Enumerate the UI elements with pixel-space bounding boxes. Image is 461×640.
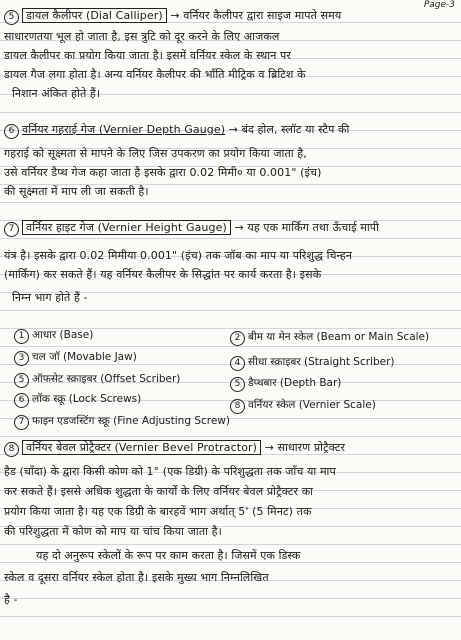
- bevel-line-3: प्रयोग किया जाता है। यह एक डिग्री के बारहवें भाग अर्थात् 5' (5 मिनट) तक: [4, 505, 312, 518]
- bevel-line-7: है -: [4, 593, 18, 606]
- depth-line-3: की सूक्ष्मता में माप ली जा सकती है।: [4, 185, 149, 198]
- bevel-line-5: यह दो अनुरूप स्केलों के रूप पर काम करता है। जिसमें एक डिस्क: [36, 549, 301, 562]
- height-line-2: (मार्किंग) कर सकते हैं। यह वर्नियर कैलीपर के सिद्धांत पर कार्य करता है। इसके: [4, 268, 322, 281]
- bevel-line-4: की परिशुद्धता में कोण को माप या चांच किया जाता है।: [4, 525, 222, 538]
- dial-arrow-text: → वर्नियर कैलीपर द्वारा साइज मापते समय: [170, 9, 342, 22]
- height-title: वर्नियर हाइट गेज (Vernier Height Gauge): [22, 220, 231, 235]
- depth-arrow-text: → बंद होल, स्लॉट या स्टैप की: [228, 123, 350, 136]
- bevel-heading: [4, 440, 457, 457]
- page-number: Page-3: [423, 0, 455, 10]
- part-item: 4 सीधा स्क्राइबर (Straight Scriber): [230, 355, 395, 371]
- dial-line-1: साधारणतया भूल हो जाता है, इस त्रुटि को दूर करने के लिए आजकल: [4, 30, 280, 43]
- height-line-3: निम्न भाग होते हैं -: [12, 291, 88, 304]
- bevel-line-2: कर सकते हैं। इससे अधिक शुद्धता के कार्यों के लिए वर्नियर बेवल प्रोट्रैक्टर का: [4, 485, 314, 498]
- bevel-arrow-text: → साधारण प्रोट्रैक्टर: [264, 441, 346, 454]
- depth-line-2: उसे वर्नियर डैप्थ गेज कहा जाता है इसके द्वारा 0.02 मिमी० या 0.001" (इंच): [4, 166, 322, 179]
- bevel-line-1: हैड (चाँदा) के द्वारा किसी कोण को 1° (एक डिग्री) के परिशुद्धता तक जाँच या माप: [4, 465, 336, 478]
- bevel-line-6: स्केल व दूसरा वर्नियर स्केल होता है। इसके मुख्य भाग निम्नलिखित: [4, 571, 269, 584]
- section-number: 5: [4, 10, 19, 25]
- dial-line-3: डायल गैज लगा होता है। अन्य वर्नियर कैलीपर की भाँति मीट्रिक व ब्रिटिश के: [4, 68, 306, 81]
- dial-line-2: डायल कैलीपर का प्रयोग किया जाता है। इसमें वर्नियर स्केल के स्थान पर: [4, 49, 291, 62]
- part-item: 6 लॉक स्क्रू (Lock Screws): [14, 392, 141, 408]
- section-number: 7: [4, 222, 19, 237]
- part-item: 2 बीम या मेन स्केल (Beam or Main Scale): [230, 330, 429, 346]
- section-number: 6: [4, 124, 19, 139]
- part-item: 5 डैप्थबार (Depth Bar): [230, 376, 341, 392]
- part-item: 5 ऑफसेट स्क्राइबर (Offset Scriber): [14, 372, 180, 388]
- section-number: 8: [4, 442, 19, 457]
- depth-heading: [4, 122, 457, 139]
- height-line-1: यंत्र है। इसके द्वारा 0.02 मिमीया 0.001" (इंच) तक जॉब का माप या परिशुद्ध चिन्हन: [4, 249, 353, 262]
- part-item: 7 फाइन एडजस्टिंग स्क्रू (Fine Adjusting Screw): [14, 414, 230, 430]
- height-heading: [4, 220, 457, 237]
- part-item: 3 चल जॉ (Movable Jaw): [14, 350, 137, 366]
- part-item: 8 वर्नियर स्केल (Vernier Scale): [230, 398, 376, 414]
- height-arrow-text: → यह एक मार्किंग तथा ऊँचाई मापी: [234, 221, 379, 234]
- depth-title: वर्नियर गहराई गेज (Vernier Depth Gauge): [22, 123, 226, 136]
- dial-title: डायल कैलीपर (Dial Calliper): [22, 8, 167, 23]
- bevel-title: वर्नियर बेवल प्रोट्रैक्टर (Vernier Bevel Protractor): [22, 440, 261, 455]
- dial-line-4: निशान अंकित होते हैं।: [12, 87, 101, 100]
- depth-line-1: गहराई को सूक्ष्मता से मापने के लिए जिस उपकरण का प्रयोग किया जाता है,: [4, 147, 307, 160]
- part-item: 1 आधार (Base): [14, 328, 93, 344]
- dial-heading: [4, 8, 457, 25]
